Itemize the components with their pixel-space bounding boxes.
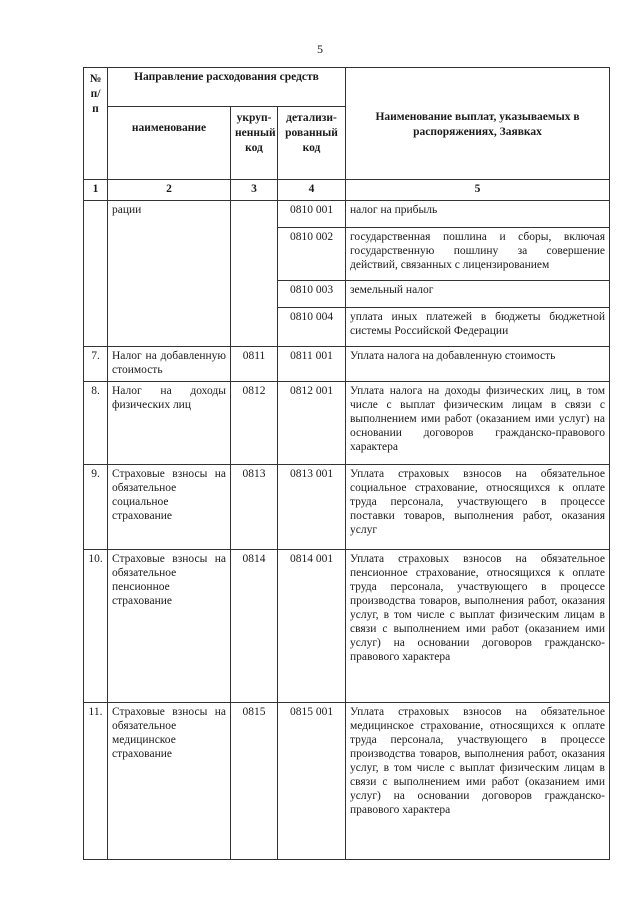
header-name: наименование bbox=[108, 107, 231, 180]
row-num: 7. bbox=[84, 347, 108, 382]
row-num: 9. bbox=[84, 465, 108, 550]
row-code bbox=[231, 201, 278, 347]
header-code-detail: детализи-рованный код bbox=[278, 107, 346, 180]
row-detail-code: 0810 002 bbox=[278, 228, 346, 281]
row-num: 11. bbox=[84, 703, 108, 860]
row-code: 0812 bbox=[231, 382, 278, 465]
row-description: Уплата налога на доходы физических лиц, в том числе с выплат физическим лицам в связи с выполнением ими работ (оказанием ими услуг) на основании договоров гражданско-правового характера bbox=[346, 382, 610, 465]
row-num: 8. bbox=[84, 382, 108, 465]
header-num: № п/п bbox=[84, 68, 108, 180]
row-description: государственная пошлина и сборы, включая государственную пошлину за совершение действий, связанных с лицензированием bbox=[346, 228, 610, 281]
row-code: 0811 bbox=[231, 347, 278, 382]
row-name: Страховые взносы на обязательное социальное страхование bbox=[108, 465, 231, 550]
column-number: 2 bbox=[108, 180, 231, 201]
row-description: налог на прибыль bbox=[346, 201, 610, 228]
row-detail-code: 0810 001 bbox=[278, 201, 346, 228]
row-name: Налог на добавленную стоимость bbox=[108, 347, 231, 382]
column-number: 5 bbox=[346, 180, 610, 201]
row-code: 0814 bbox=[231, 550, 278, 703]
row-description: Уплата страховых взносов на обязательное пенсионное страхование, относящихся к оплате труда персонала, участвующего в процессе производства товаров, выполнения работ, оказания услуг, в том числе с выплат физическим лицам в связи с выполнением ими работ (оказанием ими услуг) на основании договоров гражданско-правового характера bbox=[346, 550, 610, 703]
row-detail-code: 0810 003 bbox=[278, 281, 346, 308]
row-description: уплата иных платежей в бюджеты бюджетной системы Российской Федерации bbox=[346, 308, 610, 347]
row-name: Страховые взносы на обязательное пенсионное страхование bbox=[108, 550, 231, 703]
row-name: Страховые взносы на обязательное медицинское страхование bbox=[108, 703, 231, 860]
column-number: 1 bbox=[84, 180, 108, 201]
row-num: 10. bbox=[84, 550, 108, 703]
column-number: 4 bbox=[278, 180, 346, 201]
row-detail-code: 0815 001 bbox=[278, 703, 346, 860]
header-direction: Направление расходования средств bbox=[108, 68, 346, 107]
column-number-row bbox=[84, 180, 610, 201]
row-num bbox=[84, 201, 108, 347]
row-code: 0815 bbox=[231, 703, 278, 860]
header-description: Наименование выплат, указываемых в распоряжениях, Заявках bbox=[346, 68, 610, 180]
row-description: Уплата налога на добавленную стоимость bbox=[346, 347, 610, 382]
table-row bbox=[84, 201, 610, 228]
page-number: 5 bbox=[317, 42, 323, 56]
row-detail-code: 0810 004 bbox=[278, 308, 346, 347]
row-name: рации bbox=[108, 201, 231, 347]
row-name: Налог на доходы физических лиц bbox=[108, 382, 231, 465]
row-description: Уплата страховых взносов на обязательное медицинское страхование, относящихся к оплате труда персонала, участвующего в процессе производства товаров, выполнения работ, оказания услуг, в том числе с выплат физическим лицам в связи с выполнением ими работ (оказанием ими услуг) на основании договоров гражданско-правового характера bbox=[346, 703, 610, 860]
header-row-top bbox=[84, 68, 610, 107]
table-row bbox=[84, 703, 610, 860]
row-description: Уплата страховых взносов на обязательное социальное страхование, относящихся к оплате труда персонала, участвующего в процессе поставки товаров, выполнения работ, оказания услуг bbox=[346, 465, 610, 550]
row-detail-code: 0812 001 bbox=[278, 382, 346, 465]
table-row bbox=[84, 550, 610, 703]
table-row bbox=[84, 347, 610, 382]
expenditure-table bbox=[83, 67, 610, 860]
table-row bbox=[84, 382, 610, 465]
column-number: 3 bbox=[231, 180, 278, 201]
row-detail-code: 0814 001 bbox=[278, 550, 346, 703]
header-code-short: укруп-ненный код bbox=[231, 107, 278, 180]
table-row bbox=[84, 465, 610, 550]
row-detail-code: 0813 001 bbox=[278, 465, 346, 550]
row-description: земельный налог bbox=[346, 281, 610, 308]
row-detail-code: 0811 001 bbox=[278, 347, 346, 382]
row-code: 0813 bbox=[231, 465, 278, 550]
